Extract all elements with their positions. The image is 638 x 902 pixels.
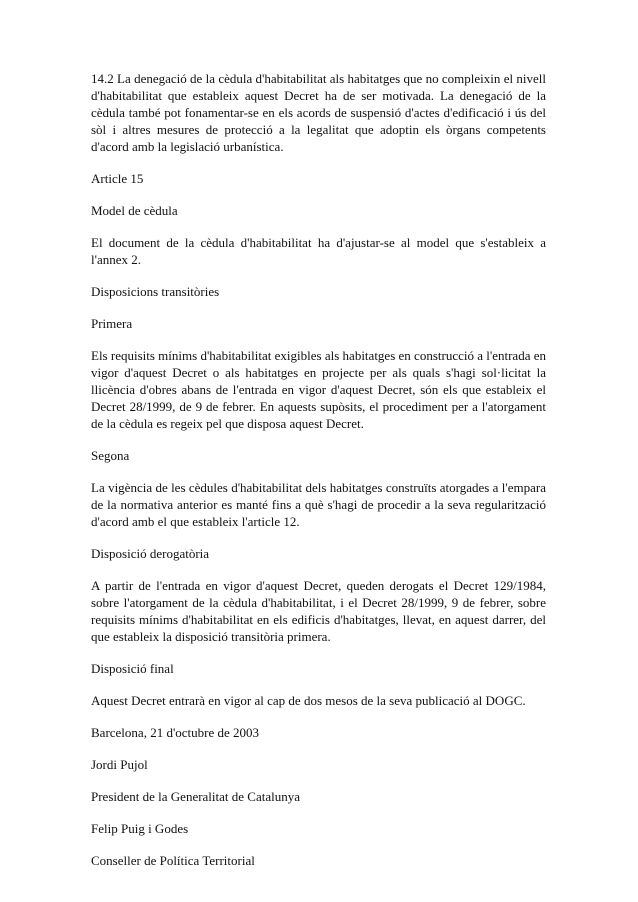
repeal-provision-body: A partir de l'entrada en vigor d'aquest Decret, queden derogats el Decret 129/1984, sobre l'atorgament de la cèdula d'habitabilitat, i el Decret 28/1999, 9 de febrer, sobre requisits mínims d'habitabilitat en els edificis d'habitatges, llevat, en aquest darrer, del que estableix la disposició transitòria primera. [91,578,546,644]
article-15-title: Model de cèdula [91,203,178,218]
signatory-title-2: Conseller de Política Territorial [91,853,255,868]
document-page [91,70,546,884]
second-provision-heading: Segona [91,448,130,463]
article-15-heading: Article 15 [91,171,144,186]
repeal-provision-heading: Disposició derogatòria [91,546,210,561]
first-provision-body: Els requisits mínims d'habitabilitat exigibles als habitatges en construcció a l'entrada en vigor d'aquest Decret o als habitatges en projecte per als quals s'hagi sol·licitat la llicència d'obres abans de l'entrada en vigor d'aquest Decret, són els que estableix el Decret 28/1999, de 9 de febrer. En aquests supòsits, el procediment per a l'atorgament de la cèdula es regeix pel que disposa aquest Decret. [91,348,546,431]
signatory-title-1: President de la Generalitat de Catalunya [91,789,301,804]
place-date: Barcelona, 21 d'octubre de 2003 [91,725,260,740]
signatory-name-1: Jordi Pujol [91,757,148,772]
article-15-body: El document de la cèdula d'habitabilitat ha d'ajustar-se al model que s'estableix a l'annex 2. [91,235,546,267]
paragraph-14-2: 14.2 La denegació de la cèdula d'habitabilitat als habitatges que no compleixin el nivell d'habitabilitat que estableix aquest Decret ha de ser motivada. La denegació de la cèdula també pot fonamentar-se en els acords de suspensió d'actes d'edificació i ús del sòl i altres mesures de protecció a la legalitat que adoptin els òrgans competents d'acord amb la legislació urbanística. [91,71,546,154]
first-provision-heading: Primera [91,316,133,331]
second-provision-body: La vigència de les cèdules d'habitabilitat dels habitatges construïts atorgades a l'empara de la normativa anterior es manté fins a què s'hagi de procedir a la seva regularització d'acord amb el que estableix l'article 12. [91,480,546,529]
transitional-provisions-heading: Disposicions transitòries [91,284,220,299]
signatory-name-2: Felip Puig i Godes [91,821,189,836]
final-provision-heading: Disposició final [91,661,174,676]
final-provision-body: Aquest Decret entrarà en vigor al cap de dos mesos de la seva publicació al DOGC. [91,693,526,708]
